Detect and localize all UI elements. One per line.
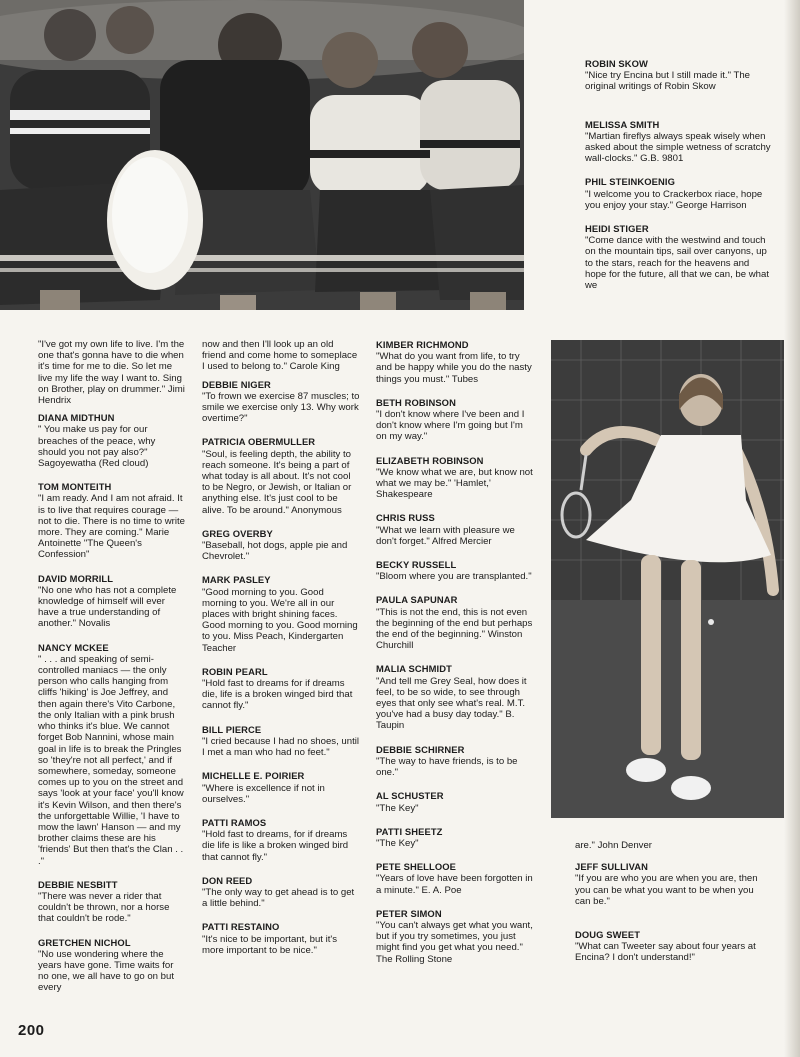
student-name: PETE SHELLOOE xyxy=(376,861,456,873)
student-name: DEBBIE NESBITT xyxy=(38,878,118,890)
student-quote: "The Key" xyxy=(376,837,419,849)
entry xyxy=(38,412,186,469)
student-quote: "If you are who you are when you are, then you can be what you want to be when you can be." xyxy=(575,873,758,907)
student-quote: " . . . and speaking of semi-controlled maniacs — the only person who calls hanging from cliffs 'hiking' is Joe Jeffrey, and then again there's Vito Carbone, the only Italian with a pink brush who thinks it's blue. We cannot forget Bob Nannini, whose main goal in life is to break the Pringles so 'they're not all perfect,' and if somewhere, someday, someone comes up to you on the street and says 'look at your face' you'll know it's Kevin Wilson, and then there's the unforgettable Willie, 'I have to mow the lawn' Hanson — and my brother claims these are his 'friends' But then that's the Clan . . ." xyxy=(38,653,184,867)
student-quote: "The only way to get ahead is to get a little behind." xyxy=(202,886,355,910)
student-name: DAVID MORRILL xyxy=(38,572,114,584)
tennis-player-photo xyxy=(551,340,785,818)
entry xyxy=(376,339,536,385)
entry xyxy=(202,875,360,910)
column-4-bottom xyxy=(575,840,770,976)
student-quote: "Where is excellence if not in ourselves." xyxy=(202,782,325,805)
entry xyxy=(585,119,771,165)
student-quote: "What can Tweeter say about four years at Encina? I don't understand!" xyxy=(575,941,756,964)
entry xyxy=(38,642,186,867)
student-name: BETH ROBINSON xyxy=(376,396,456,408)
student-quote: "Bloom where you are transplanted." xyxy=(376,571,532,583)
student-quote: "It's nice to be important, but it's more important to be nice." xyxy=(202,933,338,956)
student-quote: "To frown we exercise 87 muscles; to smile we exercise only 13. Why work overtime?" xyxy=(202,390,360,425)
continued-quote: "I've got my own life to live. I'm the one that's gonna have to die when it's time for me to die. So let me live my life the way I want to. Sing on Brother, play on drummer." Jimi Hendrix xyxy=(38,339,185,407)
student-name: MELISSA SMITH xyxy=(585,118,660,130)
student-quote: "I welcome you to Crackerbox riace, hope you enjoy your stay." George Harrison xyxy=(585,188,763,211)
student-quote: "I cried because I had no shoes, until I met a man who had no feet." xyxy=(202,735,360,759)
student-name: GREG OVERBY xyxy=(202,527,273,539)
entry xyxy=(585,58,771,93)
student-name: PATRICIA OBERMULLER xyxy=(202,436,316,448)
student-name: MICHELLE E. POIRIER xyxy=(202,770,305,782)
student-quote: "The way to have friends, is to be one." xyxy=(376,755,518,779)
student-quote: "Years of love have been forgotten in a minute." E. A. Poe xyxy=(376,873,533,896)
entry xyxy=(202,379,360,425)
entry xyxy=(202,436,360,515)
entry xyxy=(202,724,360,759)
student-name: PATTI SHEETZ xyxy=(376,825,443,837)
student-name: DEBBIE SCHIRNER xyxy=(376,743,465,755)
entry xyxy=(202,574,360,653)
entry xyxy=(376,397,536,443)
student-quote: "Nice try Encina but I still made it." The original writings of Robin Skow xyxy=(585,70,750,93)
student-quote: "There was never a rider that couldn't be thrown, nor a horse that couldn't be rode." xyxy=(38,890,170,925)
page-number: 200 xyxy=(18,1022,45,1039)
student-quote: "And tell me Grey Seal, how does it feel, to be so wide, to see through eyes that only see what's real. M.T. you've had a busy day today." B. Taupin xyxy=(376,675,527,732)
student-name: GRETCHEN NICHOL xyxy=(38,936,131,948)
student-name: ELIZABETH ROBINSON xyxy=(376,454,484,466)
entry xyxy=(376,512,536,547)
entry xyxy=(376,663,536,731)
student-quote: "What do you want from life, to try and be happy while you do the nasty things you must." Tubes xyxy=(376,351,532,385)
entry xyxy=(376,908,536,965)
student-name: BILL PIERCE xyxy=(202,723,262,735)
entry xyxy=(575,929,770,964)
student-name: PAULA SAPUNAR xyxy=(376,594,458,606)
student-name: PATTI RESTAINO xyxy=(202,921,280,933)
student-name: CHRIS RUSS xyxy=(376,512,435,524)
student-quote: "You can't always get what you want, but if you try sometimes, you just might find you get what you need." The Rolling Stone xyxy=(376,919,533,965)
student-quote: "I am ready. And I am not afraid. It is to live that requires courage — not to die. There is no time to write more. They are coming." Marie Antoinette "The Queen's Confession" xyxy=(38,493,185,561)
student-quote: "Good morning to you. Good morning to you. We're all in our places with bright shining faces. Good morning to you. Good morning to you. Miss Peach, Kindergarten Teacher xyxy=(202,586,358,654)
entry xyxy=(202,817,360,863)
column-4-top xyxy=(585,58,771,303)
student-name: KIMBER RICHMOND xyxy=(376,339,469,350)
continued-quote: are." John Denver xyxy=(575,840,652,851)
entry xyxy=(38,481,186,560)
column-3 xyxy=(376,339,536,977)
student-name: ROBIN SKOW xyxy=(585,58,648,69)
student-quote: "Come dance with the westwind and touch on the mountain tips, sail over canyons, up to the stars, reach for the heavens and hope for the future, all that we can, be what we xyxy=(585,235,769,292)
student-quote: "This is not the end, this is not even the beginning of the end but perhaps the end of the beginning." Winston Churchill xyxy=(376,606,533,652)
student-name: PETER SIMON xyxy=(376,907,442,919)
entry xyxy=(376,559,536,582)
entry xyxy=(202,770,360,805)
entry xyxy=(585,223,771,291)
student-name: NANCY MCKEE xyxy=(38,641,109,653)
student-quote: "No use wondering where the years have gone. Time waits for no one, we all have to go on but every xyxy=(38,948,175,994)
student-name: TOM MONTEITH xyxy=(38,481,112,493)
student-name: ROBIN PEARL xyxy=(202,665,268,677)
student-quote: "No one who has not a complete knowledge of himself will ever have a true understanding of another." Novalis xyxy=(38,584,177,630)
entry xyxy=(38,573,186,630)
entry xyxy=(575,861,770,907)
entry xyxy=(376,826,536,849)
entry xyxy=(585,176,771,211)
student-quote: "Soul, is feeling depth, the ability to reach someone. It's being a part of what today is all about. It's not cool to be Negro, or Jewish, or Italian or anything else. It's just cool to be alive. To be around." Anonymous xyxy=(202,448,352,516)
student-name: MALIA SCHMIDT xyxy=(376,663,452,675)
entry xyxy=(202,528,360,563)
entry xyxy=(376,790,536,813)
student-name: DEBBIE NIGER xyxy=(202,378,271,390)
student-quote: "The Key" xyxy=(376,802,419,814)
student-quote: "Hold fast to dreams for if dreams die, life is a broken winged bird that cannot fly." xyxy=(202,678,353,712)
entry xyxy=(38,879,186,925)
student-quote: "I don't know where I've been and I don't know where I'm going but I'm on my way." xyxy=(376,409,525,443)
entry xyxy=(202,666,360,712)
student-name: PATTI RAMOS xyxy=(202,816,267,828)
student-quote: "We know what we are, but know not what we may be." 'Hamlet,' Shakespeare xyxy=(376,466,533,501)
student-quote: "Baseball, hot dogs, apple pie and Chevrolet." xyxy=(202,540,348,563)
student-name: JEFF SULLIVAN xyxy=(575,861,649,873)
student-name: DON REED xyxy=(202,874,253,886)
cheerleaders-huddle-photo xyxy=(0,0,524,310)
entry xyxy=(376,861,536,896)
column-2 xyxy=(202,339,360,968)
student-quote: " You make us pay for our breaches of the peace, why should you not pay also?" Sagoyewatha (Red cloud) xyxy=(38,424,156,470)
student-name: DIANA MIDTHUN xyxy=(38,412,115,424)
entry xyxy=(38,937,186,994)
student-quote: "Hold fast to dreams, for if dreams die life is like a broken winged bird that cannot fly." xyxy=(202,829,349,863)
continued-quote: now and then I'll look up an old friend and come home to someplace I used to belong to." Carole King xyxy=(202,339,358,373)
student-quote: "What we learn with pleasure we don't forget." Alfred Mercier xyxy=(376,524,515,547)
student-name: PHIL STEINKOENIG xyxy=(585,176,675,188)
student-quote: "Martian fireflys always speak wisely when asked about the simple wetness of scratchy wall-clocks." G.B. 9801 xyxy=(585,130,771,165)
student-name: MARK PASLEY xyxy=(202,574,271,586)
student-name: AL SCHUSTER xyxy=(376,790,444,802)
column-1 xyxy=(38,339,186,1006)
entry xyxy=(202,921,360,956)
entry xyxy=(376,594,536,651)
entry xyxy=(376,744,536,779)
page-spine-shadow xyxy=(784,0,800,1057)
student-name: DOUG SWEET xyxy=(575,929,641,941)
student-name: BECKY RUSSELL xyxy=(376,559,457,571)
entry xyxy=(376,455,536,501)
student-name: HEIDI STIGER xyxy=(585,223,649,235)
